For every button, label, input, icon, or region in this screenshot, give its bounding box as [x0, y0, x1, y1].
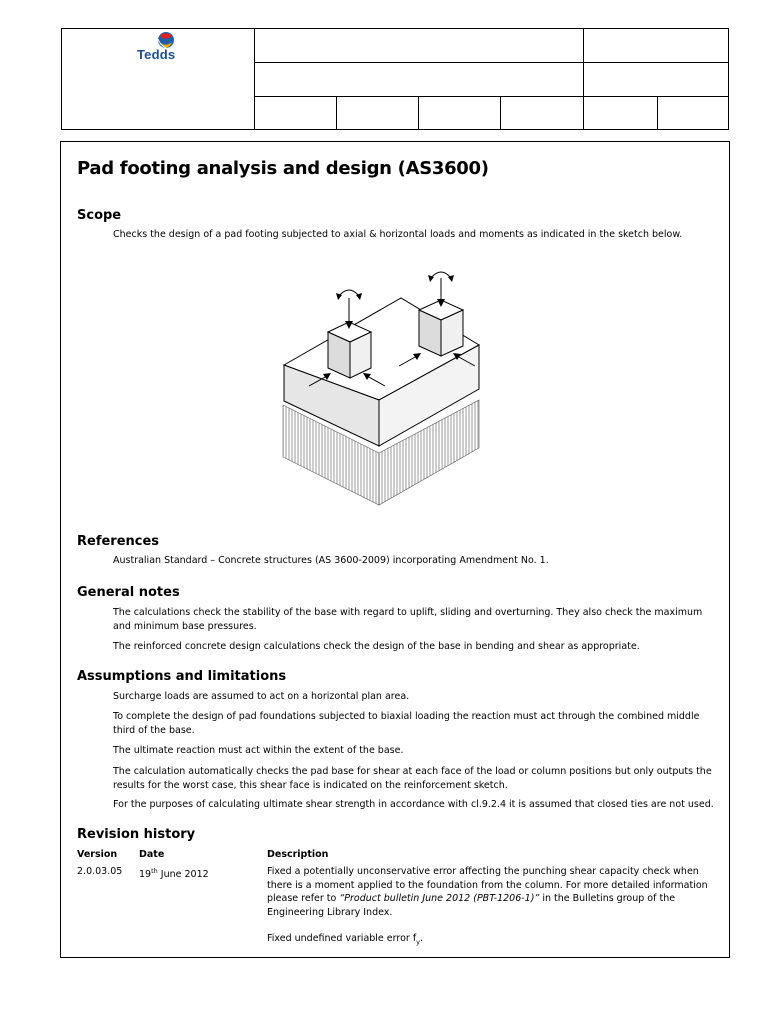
header-divider — [255, 62, 729, 63]
product-bulletin-reference: “Product bulletin June 2012 (PBT-1206-1)” — [339, 893, 540, 904]
header-divider — [336, 96, 337, 129]
references-text: Australian Standard – Concrete structures (AS 3600-2009) incorporating Amendment No. 1. — [113, 555, 549, 566]
revision-desc-part2: in the Bulletins group of the Engineering Library Index. — [267, 893, 676, 918]
revision-date-suffix: th — [151, 867, 158, 875]
column-header-version: Version — [77, 849, 118, 860]
pad-footing-sketch — [279, 270, 499, 510]
revision-description — [267, 865, 717, 919]
general-notes-p2: The reinforced concrete design calculations check the design of the base in bending and shear as appropriate. — [113, 641, 640, 652]
header-divider — [255, 96, 729, 97]
revision-date — [139, 865, 209, 882]
revision-desc2-sub: y — [416, 937, 421, 946]
logo-cell — [62, 29, 255, 129]
scope-heading: Scope — [77, 208, 122, 223]
header-divider — [583, 29, 584, 129]
column-header-date: Date — [139, 849, 165, 860]
header-divider — [418, 96, 419, 129]
assumptions-p4: The calculation automatically checks the pad base for shear at each face of the load or column positions but only outputs the results for the worst case, this shear face is indicated on the reinforcement sketch. — [113, 766, 712, 791]
assumptions-p3: The ultimate reaction must act within the extent of the base. — [113, 745, 404, 756]
page-title: Pad footing analysis and design (AS3600) — [77, 158, 489, 179]
logo-text: Tedds — [137, 47, 176, 62]
header-divider — [500, 96, 501, 129]
column-header-description: Description — [267, 849, 329, 860]
revision-desc2-suffix: . — [420, 933, 424, 944]
revision-date-day: 19 — [139, 869, 152, 881]
general-notes-p1: The calculations check the stability of the base with regard to uplift, sliding and overturning. They also check the maximum and minimum base pressures. — [113, 607, 703, 632]
assumptions-p1: Surcharge loads are assumed to act on a horizontal plan area. — [113, 691, 410, 702]
revision-desc2-prefix: Fixed undefined variable error f — [267, 933, 417, 944]
document-header-grid — [61, 28, 729, 130]
general-notes-heading: General notes — [77, 585, 180, 600]
revision-desc-part1: Fixed a potentially unconservative error affecting the punching shear capacity check when there is a moment applied to the foundation from the column. For more detailed information please refer to — [267, 866, 708, 904]
revision-history-heading: Revision history — [77, 827, 196, 842]
assumptions-heading: Assumptions and limitations — [77, 669, 287, 684]
revision-date-rest: June 2012 — [157, 869, 209, 881]
header-divider — [657, 96, 658, 129]
assumptions-p2: To complete the design of pad foundations subjected to biaxial loading the reaction must act through the combined middle third of the base. — [113, 711, 700, 736]
revision-description-line2 — [267, 932, 717, 949]
main-content-box — [60, 141, 730, 958]
assumptions-p5: For the purposes of calculating ultimate shear strength in accordance with cl.9.2.4 it is assumed that closed ties are not used. — [113, 799, 714, 810]
references-heading: References — [77, 534, 160, 549]
scope-text: Checks the design of a pad footing subjected to axial & horizontal loads and moments as indicated in the sketch below. — [113, 229, 683, 240]
revision-version: 2.0.03.05 — [77, 866, 123, 877]
